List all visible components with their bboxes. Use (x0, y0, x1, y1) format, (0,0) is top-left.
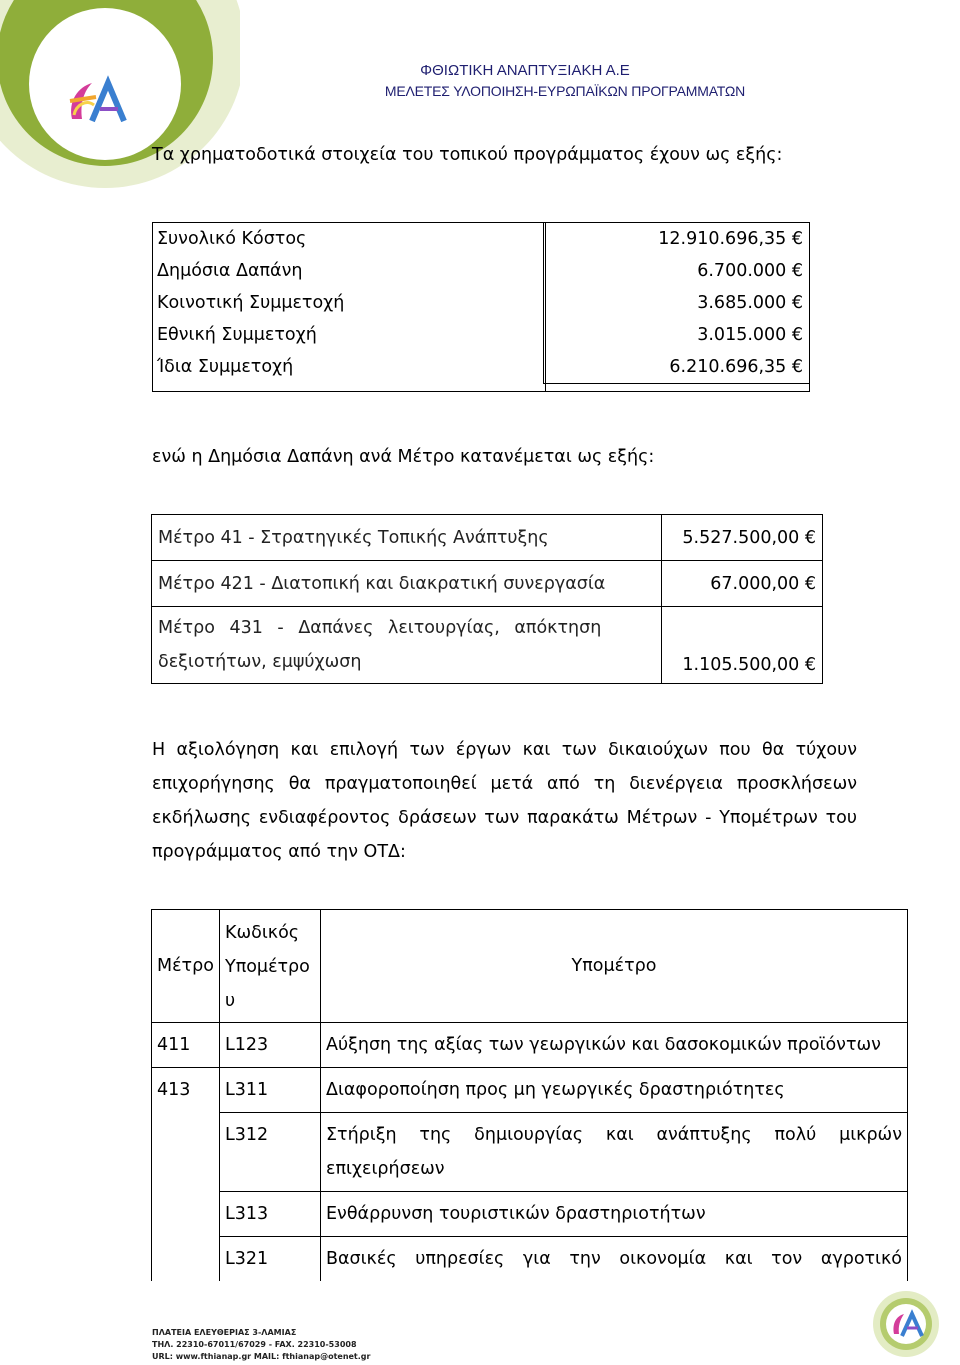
row-name: Διαφοροποίηση προς μη γεωργικές δραστηριότητες (321, 1068, 908, 1113)
submeasure-table (151, 909, 908, 1281)
footer (152, 1327, 370, 1363)
header-code-line3: υ (225, 991, 236, 1011)
finance-label: Κοινοτική Συμμετοχή (157, 293, 345, 313)
header-code-line1: Κωδικός (225, 923, 300, 943)
table-row (152, 561, 823, 607)
row-name: Ενθάρρυνση τουριστικών δραστηριοτήτων (321, 1192, 908, 1237)
fa-logo-icon (62, 75, 134, 127)
measure-value: 67.000,00 € (662, 561, 823, 607)
row-code: L312 (220, 1113, 321, 1192)
header-subtitle: ΜΕΛΕΤΕΣ ΥΛΟΠΟΙΗΣΗ-ΕΥΡΩΠΑΪΚΩΝ ΠΡΟΓΡΑΜΜΑΤΩΝ (384, 83, 746, 99)
table-row (152, 319, 810, 351)
row-measure (152, 1192, 220, 1237)
footer-address: ΠΛΑΤΕΙΑ ΕΛΕΥΘΕΡΙΑΣ 3-ΛΑΜΙΑΣ (152, 1328, 297, 1337)
measure-label-line1-text: Μέτρο 431 - Δαπάνες λειτουργίας, απόκτηση (158, 618, 602, 638)
table-row (152, 351, 810, 384)
evaluation-paragraph: Η αξιολόγηση και επιλογή των έργων και των δικαιούχων που θα τύχουν επιχορήγησης θα πραγματοποιηθεί μετά από τη διενέργεια προσκλήσεων εκδήλωσης ενδιαφέροντος δράσεων των παρακάτω Μέτρων - Υπομέτρων του προγράμματος από την ΟΤΔ: (152, 740, 857, 862)
header-measure: Μέτρο (152, 910, 220, 1023)
table-row (152, 1023, 908, 1068)
measure-label-line1 (158, 611, 655, 645)
measure-label-line2: δεξιοτήτων, εμψύχωση (158, 652, 362, 672)
footer-logo-icon (872, 1290, 940, 1358)
table-row (152, 607, 823, 684)
finance-value: 6.210.696,35 € (544, 351, 810, 384)
finance-label: Δημόσια Δαπάνη (157, 261, 303, 281)
measure-label (152, 607, 662, 684)
row-code: L311 (220, 1068, 321, 1113)
row-measure (152, 1113, 220, 1192)
distribution-text: ενώ η Δημόσια Δαπάνη ανά Μέτρο κατανέμεται ως εξής: (152, 447, 655, 467)
row-name: Στήριξη της δημιουργίας και ανάπτυξης πολύ μικρών επιχειρήσεων (321, 1113, 908, 1192)
finance-label: Συνολικό Κόστος (157, 228, 307, 249)
table-row (152, 1068, 908, 1113)
finance-label: Εθνική Συμμετοχή (157, 325, 317, 345)
row-code: L321 (220, 1237, 321, 1282)
header-company: ΦΘΙΩΤΙΚΗ ΑΝΑΠΤΥΞΙΑΚΗ Α.Ε (420, 62, 630, 79)
finance-value: 3.015.000 € (544, 319, 810, 351)
row-name: Βασικές υπηρεσίες για την οικονομία και τον αγροτικό (321, 1237, 908, 1282)
table-row (152, 515, 823, 561)
header-code-line2: Υπομέτρο (225, 957, 310, 977)
table-row (152, 1113, 908, 1192)
table-header-row (152, 910, 908, 1023)
intro-text: Τα χρηματοδοτικά στοιχεία του τοπικού προγράμματος έχουν ως εξής: (152, 145, 783, 165)
table-row (152, 1237, 908, 1282)
row-measure: 411 (152, 1023, 220, 1068)
footer-url: URL: www.fthianap.gr MAIL: fthianap@otenet.gr (152, 1352, 371, 1361)
finance-value: 6.700.000 € (544, 255, 810, 287)
finance-label: Ίδια Συμμετοχή (157, 357, 294, 378)
finance-value: 3.685.000 € (544, 287, 810, 319)
table-row (152, 255, 810, 287)
finance-table-divider (545, 222, 546, 392)
row-measure (152, 1237, 220, 1282)
row-code: L123 (220, 1023, 321, 1068)
table-row (152, 1192, 908, 1237)
finance-value: 12.910.696,35 € (544, 223, 810, 256)
measure-label: Μέτρο 421 - Διατοπική και διακρατική συνεργασία (152, 561, 662, 607)
table-row (152, 223, 810, 256)
row-name: Αύξηση της αξίας των γεωργικών και δασοκομικών προϊόντων (321, 1023, 908, 1068)
header-code (220, 910, 321, 1023)
header-name: Υπομέτρο (321, 910, 908, 1023)
footer-phone: ΤΗΛ. 22310-67011/67029 - FAX. 22310-53008 (152, 1340, 357, 1349)
measure-label: Μέτρο 41 - Στρατηγικές Τοπικής Ανάπτυξης (152, 515, 662, 561)
row-measure: 413 (152, 1068, 220, 1113)
measure-value: 1.105.500,00 € (662, 607, 823, 684)
row-code: L313 (220, 1192, 321, 1237)
measure-value: 5.527.500,00 € (662, 515, 823, 561)
finance-table (152, 222, 810, 384)
table-row (152, 287, 810, 319)
measure-table (151, 514, 823, 684)
